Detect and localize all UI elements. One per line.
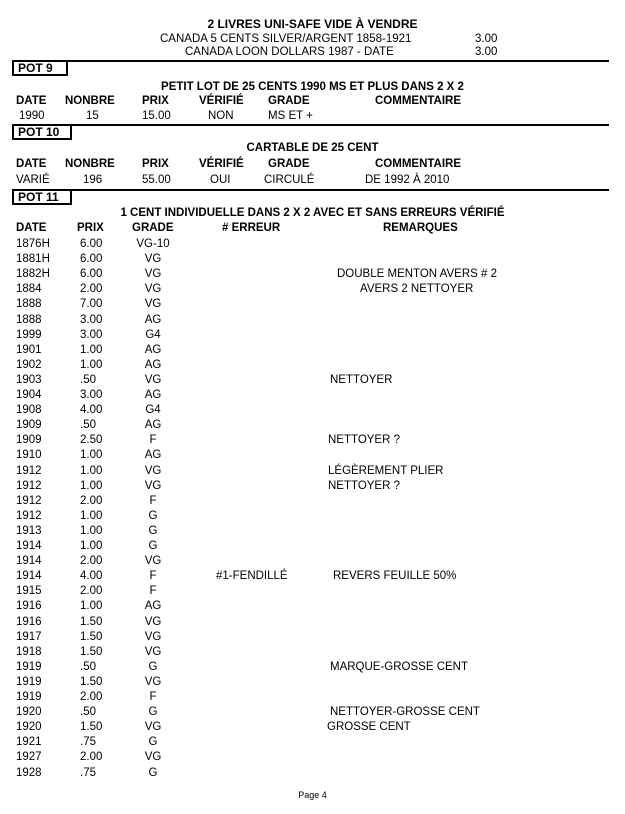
pot-label: POT 9: [18, 61, 53, 75]
col-header-nombre: NONBRE: [65, 95, 115, 107]
cell-date: 1912: [16, 494, 42, 507]
table-row: [0, 495, 625, 510]
cell-grade: VG: [144, 298, 162, 311]
col-header-date: DATE: [16, 95, 47, 107]
cell-verifie: OUI: [210, 174, 231, 186]
cell-grade: AG: [144, 313, 162, 326]
cell-grade: F: [149, 434, 157, 447]
cell-grade: VG: [144, 464, 162, 477]
cell-prix: 6.00: [80, 238, 103, 250]
cell-grade: AG: [144, 389, 162, 401]
intro-title: 2 LIVRES UNI-SAFE VIDE À VENDRE: [207, 17, 418, 31]
col-header-verifie: VÉRIFIÉ: [199, 158, 244, 170]
cell-prix: 4.00: [80, 570, 103, 583]
cell-date: 1904: [16, 389, 42, 401]
cell-prix: .50: [80, 706, 96, 719]
pot9-header-row: [0, 95, 625, 110]
col-header-date: DATE: [16, 222, 47, 234]
cell-prix: 6.00: [80, 268, 103, 281]
cell-date: 1999: [16, 328, 42, 341]
cell-date: 1920: [16, 706, 42, 719]
table-row: [0, 510, 625, 525]
cell-date: 1901: [16, 343, 42, 356]
cell-grade: G: [148, 540, 158, 552]
cell-grade: F: [149, 494, 157, 507]
cell-grade: G: [148, 524, 158, 537]
cell-date: 1881H: [16, 253, 50, 266]
cell-grade: VG: [144, 675, 162, 688]
cell-grade: F: [149, 585, 157, 598]
cell-prix: 2.00: [80, 691, 103, 703]
cell-prix: 1.00: [80, 343, 103, 356]
table-row: [0, 480, 625, 495]
col-header-erreur: # ERREUR: [222, 222, 281, 234]
cell-date: 1927: [16, 751, 42, 764]
cell-nombre: 15: [86, 110, 99, 122]
cell-remarque: LÉGÈREMENT PLIER: [328, 464, 444, 477]
col-header-prix: PRIX: [142, 95, 169, 107]
cell-prix: 7.00: [80, 298, 103, 311]
cell-grade: CIRCULÉ: [264, 174, 315, 186]
cell-grade: G: [148, 736, 158, 749]
cell-prix: 1.50: [80, 615, 103, 628]
table-row: [0, 585, 625, 600]
table-row: [0, 238, 625, 253]
cell-date: 1909: [16, 434, 42, 447]
cell-date: VARIÉ: [16, 174, 50, 186]
cell-grade: VG: [144, 253, 162, 266]
cell-date: 1912: [16, 464, 42, 477]
cell-date: 1888: [16, 298, 42, 311]
cell-prix: 4.00: [80, 404, 103, 417]
cell-prix: 1.00: [80, 540, 103, 552]
cell-date: 1928: [16, 766, 42, 779]
cell-grade: VG: [144, 283, 162, 296]
cell-prix: .50: [80, 660, 96, 673]
cell-grade: VG: [144, 721, 162, 734]
table-row: [0, 631, 625, 646]
cell-date: 1884: [16, 283, 42, 296]
table-row: [0, 616, 625, 631]
cell-grade: MS ET +: [268, 110, 313, 122]
cell-remarque: MARQUE-GROSSE CENT: [330, 660, 469, 673]
cell-date: 1882H: [16, 268, 50, 281]
cell-nombre: 196: [83, 174, 103, 186]
cell-prix: 1.00: [80, 600, 103, 613]
cell-remarque: DOUBLE MENTON AVERS # 2: [337, 268, 497, 281]
cell-grade: G: [148, 660, 158, 673]
cell-grade: VG: [144, 615, 162, 628]
pot-label: POT 11: [18, 190, 59, 204]
cell-grade: F: [149, 570, 157, 583]
cell-prix: 55.00: [142, 174, 171, 186]
cell-date: 1919: [16, 675, 42, 688]
cell-prix: 2.50: [80, 434, 103, 447]
cell-date: 1909: [16, 419, 42, 432]
cell-prix: .75: [80, 766, 96, 779]
col-header-verifie: VÉRIFIÉ: [199, 95, 244, 107]
cell-commentaire: DE 1992 À 2010: [365, 174, 450, 186]
cell-prix: 2.00: [80, 494, 103, 507]
col-header-prix: PRIX: [77, 222, 104, 234]
cell-grade: VG-10: [136, 238, 170, 250]
pot10-header-row: [0, 158, 625, 173]
cell-prix: 6.00: [80, 253, 103, 266]
table-row: [0, 646, 625, 661]
table-row: [0, 359, 625, 374]
cell-remarque: AVERS 2 NETTOYER: [360, 283, 474, 296]
cell-date: 1920: [16, 721, 42, 734]
col-header-grade: GRADE: [268, 95, 310, 107]
cell-prix: .50: [80, 419, 96, 432]
table-row: [0, 329, 625, 344]
cell-grade: F: [149, 691, 157, 703]
cell-prix: 1.00: [80, 358, 103, 371]
cell-date: 1917: [16, 630, 42, 643]
table-row: [0, 721, 625, 736]
table-row: [0, 449, 625, 464]
table-row: [0, 676, 625, 691]
cell-remarque: NETTOYER: [330, 373, 393, 386]
cell-date: 1888: [16, 313, 42, 326]
cell-date: 1919: [16, 660, 42, 673]
cell-grade: G: [148, 766, 158, 779]
cell-date: 1914: [16, 555, 42, 568]
cell-prix: 3.00: [80, 313, 103, 326]
cell-date: 1914: [16, 570, 42, 583]
table-row: [0, 434, 625, 449]
table-row: [0, 706, 625, 721]
table-row: [0, 540, 625, 555]
cell-grade: AG: [144, 600, 162, 613]
table-row: [0, 751, 625, 766]
table-row: [0, 691, 625, 706]
section-divider: [12, 60, 609, 62]
section-divider: [12, 189, 609, 191]
cell-date: 1912: [16, 479, 42, 492]
cell-date: 1913: [16, 524, 42, 537]
cell-grade: G: [148, 706, 158, 719]
cell-date: 1915: [16, 585, 42, 598]
cell-remarque: NETTOYER-GROSSE CENT: [330, 706, 480, 719]
cell-prix: .50: [80, 373, 96, 386]
col-header-grade: GRADE: [132, 222, 174, 234]
cell-grade: G4: [145, 328, 161, 341]
pot9-data-row: [0, 110, 625, 125]
col-header-nombre: NONBRE: [65, 158, 115, 170]
cell-prix: 1.50: [80, 675, 103, 688]
cell-prix: 15.00: [142, 110, 171, 122]
cell-date: 1910: [16, 449, 42, 462]
table-row: [0, 525, 625, 540]
cell-remarque: REVERS FEUILLE 50%: [333, 570, 457, 583]
section-divider: [12, 124, 609, 126]
cell-date: 1908: [16, 404, 42, 417]
intro-item-price: 3.00: [475, 33, 498, 45]
cell-date: 1919: [16, 691, 42, 703]
col-header-remarques: REMARQUES: [383, 222, 458, 234]
pot-label-box: [12, 189, 72, 205]
cell-prix: 1.50: [80, 630, 103, 643]
cell-grade: VG: [144, 373, 162, 386]
cell-prix: 3.00: [80, 389, 103, 401]
table-row: [0, 767, 625, 782]
cell-prix: 3.00: [80, 328, 103, 341]
cell-date: 1903: [16, 373, 42, 386]
cell-prix: 2.00: [80, 585, 103, 598]
cell-date: 1912: [16, 509, 42, 522]
pot11-title: 1 CENT INDIVIDUELLE DANS 2 X 2 AVEC ET SANS ERREURS VÉRIFIÉ: [120, 207, 505, 219]
pot10-title: CARTABLE DE 25 CENT: [246, 142, 379, 154]
cell-grade: AG: [144, 358, 162, 371]
col-header-commentaire: COMMENTAIRE: [375, 95, 462, 107]
cell-grade: VG: [144, 645, 162, 658]
cell-prix: 1.00: [80, 509, 103, 522]
table-row: [0, 344, 625, 359]
col-header-commentaire: COMMENTAIRE: [375, 158, 462, 170]
cell-prix: 2.00: [80, 751, 103, 764]
page-number: Page 4: [298, 790, 327, 800]
cell-erreur: #1-FENDILLÉ: [216, 570, 288, 583]
pot11-header-row: [0, 222, 625, 237]
col-header-date: DATE: [16, 158, 47, 170]
table-row: [0, 465, 625, 480]
cell-prix: 1.50: [80, 721, 103, 734]
cell-remarque: NETTOYER ?: [328, 434, 400, 447]
cell-grade: AG: [144, 419, 162, 432]
cell-grade: VG: [144, 268, 162, 281]
col-header-prix: PRIX: [142, 158, 169, 170]
pot-label: POT 10: [18, 125, 60, 139]
cell-date: 1914: [16, 540, 42, 552]
table-row: [0, 736, 625, 751]
table-row: [0, 374, 625, 389]
cell-date: 1916: [16, 615, 42, 628]
table-row: [0, 600, 625, 615]
cell-grade: AG: [144, 343, 162, 356]
table-row: [0, 253, 625, 268]
table-row: [0, 389, 625, 404]
intro-item-label: CANADA LOON DOLLARS 1987 - DATE: [185, 46, 394, 58]
cell-prix: 1.00: [80, 464, 103, 477]
cell-prix: 1.50: [80, 645, 103, 658]
cell-remarque: GROSSE CENT: [327, 721, 411, 734]
cell-grade: VG: [144, 751, 162, 764]
cell-verifie: NON: [208, 110, 234, 122]
pot-label-box: [12, 124, 72, 140]
cell-date: 1918: [16, 645, 42, 658]
cell-grade: AG: [144, 449, 162, 462]
table-row: [0, 283, 625, 298]
cell-prix: 1.00: [80, 479, 103, 492]
cell-date: 1902: [16, 358, 42, 371]
cell-date: 1916: [16, 600, 42, 613]
intro-item-price: 3.00: [475, 46, 498, 58]
cell-remarque: NETTOYER ?: [328, 479, 400, 492]
table-row: [0, 404, 625, 419]
cell-prix: 1.00: [80, 524, 103, 537]
cell-date: 1876H: [16, 238, 50, 250]
cell-prix: 2.00: [80, 555, 103, 568]
pot9-title: PETIT LOT DE 25 CENTS 1990 MS ET PLUS DANS 2 X 2: [161, 81, 464, 93]
table-row: [0, 570, 625, 585]
pot-label-box: [12, 60, 68, 76]
cell-grade: G4: [145, 404, 161, 417]
intro-item-label: CANADA 5 CENTS SILVER/ARGENT 1858-1921: [160, 33, 412, 45]
cell-date: 1921: [16, 736, 42, 749]
cell-grade: VG: [144, 555, 162, 568]
table-row: [0, 268, 625, 283]
table-row: [0, 298, 625, 313]
col-header-grade: GRADE: [268, 158, 310, 170]
cell-prix: 1.00: [80, 449, 103, 462]
table-row: [0, 314, 625, 329]
cell-prix: .75: [80, 736, 96, 749]
cell-grade: G: [148, 509, 158, 522]
table-row: [0, 419, 625, 434]
cell-grade: VG: [144, 479, 162, 492]
cell-grade: VG: [144, 630, 162, 643]
cell-date: 1990: [19, 110, 45, 122]
cell-prix: 2.00: [80, 283, 103, 296]
table-row: [0, 555, 625, 570]
table-row: [0, 661, 625, 676]
pot10-data-row: [0, 174, 625, 189]
